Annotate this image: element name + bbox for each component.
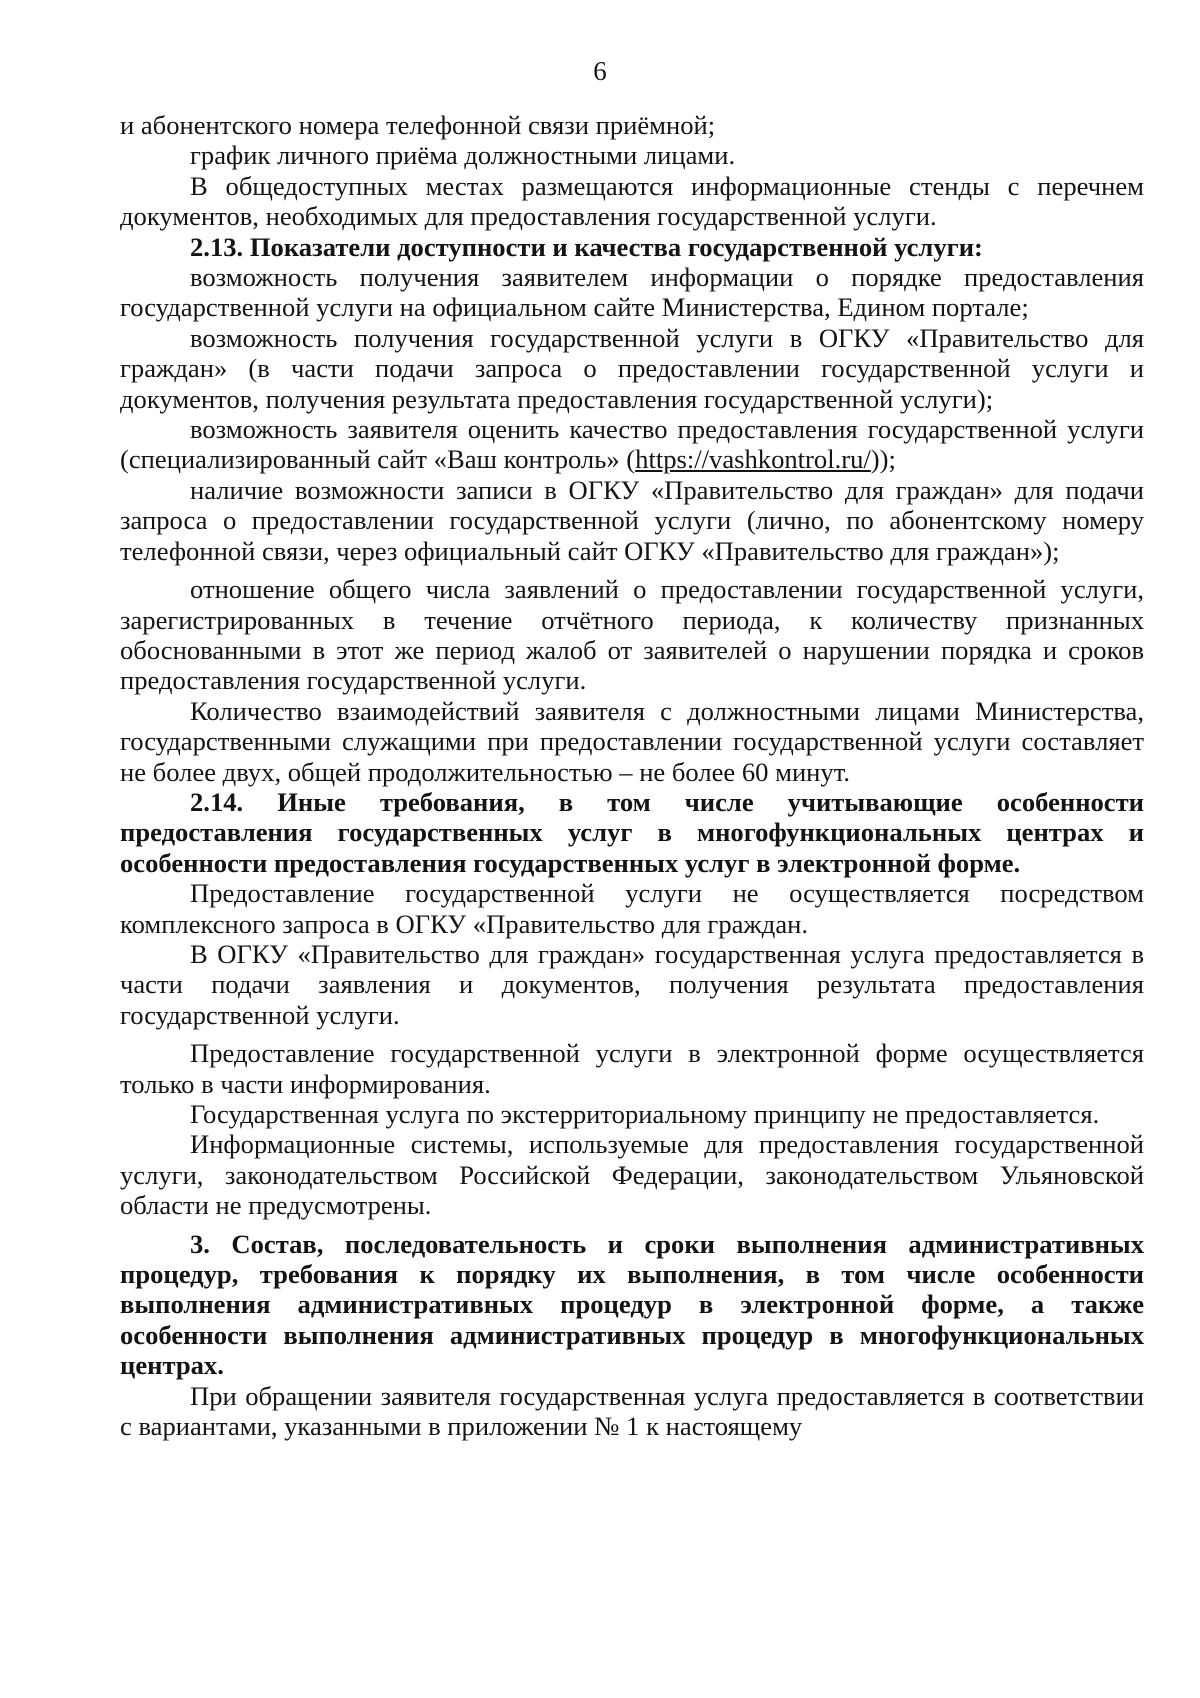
section-heading-2-14: 2.14. Иные требования, в том числе учитывающие особенности предоставления государственных услуг в многофункциональных центрах и особенности предоставления государственных услуг в электронной форме.	[120, 786, 1144, 878]
paragraph-mfc-service: возможность получения государственной услуги в ОГКУ «Правительство для граждан» (в части подачи запроса о предоставлении государственной услуги и документов, получения результата предоставления государственной услуги);	[120, 322, 1144, 414]
paragraph-interactions-count: Количество взаимодействий заявителя с должностными лицами Министерства, государственными служащими при предоставлении государственной услуги составляет не более двух, общей продолжительностью – не более 60 минут.	[120, 695, 1144, 787]
document-body	[120, 110, 1144, 1441]
page-number: 6	[593, 56, 607, 86]
vashkontrol-link[interactable]: https://vashkontrol.ru/	[635, 444, 871, 475]
paragraph-service-variants: При обращении заявителя государственная услуга предоставляется в соответствии с вариантами, указанными в приложении № 1 к настоящему	[120, 1380, 1144, 1442]
paragraph-extraterritorial: Государственная услуга по экстерриториальному принципу не предоставляется.	[190, 1099, 1100, 1129]
quality-rating-text: возможность заявителя оценить качество предоставления государственной услуги (специализированный сайт «Ваш контроль» (	[120, 414, 1144, 475]
paragraph-info-availability: возможность получения заявителем информации о порядке предоставления государственной услуги на официальном сайте Министерства, Едином портале;	[120, 262, 1144, 323]
paragraph-quality-rating	[120, 414, 1144, 475]
section-heading-2-13: 2.13. Показатели доступности и качества государственной услуги:	[190, 231, 983, 262]
quality-rating-text-end: ));	[870, 444, 896, 475]
paragraph-electronic-form: Предоставление государственной услуги в электронной форме осуществляется только в части информирования.	[120, 1038, 1144, 1099]
paragraph-complex-request: Предоставление государственной услуги не осуществляется посредством комплексного запроса в ОГКУ «Правительство для граждан.	[120, 878, 1144, 939]
paragraph-appointment: наличие возможности записи в ОГКУ «Правительство для граждан» для подачи запроса о предоставлении государственной услуги (лично, по абонентскому номеру телефонной связи, через официальный сайт ОГКУ «Правительство для граждан»);	[120, 474, 1144, 566]
paragraph-info-systems: Информационные системы, используемые для предоставления государственной услуги, законодательством Российской Федерации, законодательством Ульяновской области не предусмотрены.	[120, 1129, 1144, 1221]
paragraph-info-stands: В общедоступных местах размещаются информационные стенды с перечнем документов, необходимых для предоставления государственной услуги.	[120, 170, 1144, 232]
paragraph-reception-schedule: график личного приёма должностными лицами.	[190, 140, 736, 171]
paragraph-complaints-ratio: отношение общего числа заявлений о предоставлении государственной услуги, зарегистрированных в течение отчётного периода, к количеству признанных обоснованными в этот же период жалоб от заявителей о нарушении порядка и сроков предоставления государственной услуги.	[120, 574, 1144, 696]
paragraph-phone-number: и абонентского номера телефонной связи приёмной;	[120, 110, 716, 140]
paragraph-mfc-scope: В ОГКУ «Правительство для граждан» государственная услуга предоставляется в части подачи заявления и документов, получения результата предоставления государственной услуги.	[120, 938, 1144, 1030]
section-heading-3: 3. Состав, последовательность и сроки выполнения административных процедур, требования к порядку их выполнения, в том числе особенности выполнения административных процедур в электронной форме, а также особенности выполнения административных процедур в многофункциональных центрах.	[120, 1228, 1144, 1381]
